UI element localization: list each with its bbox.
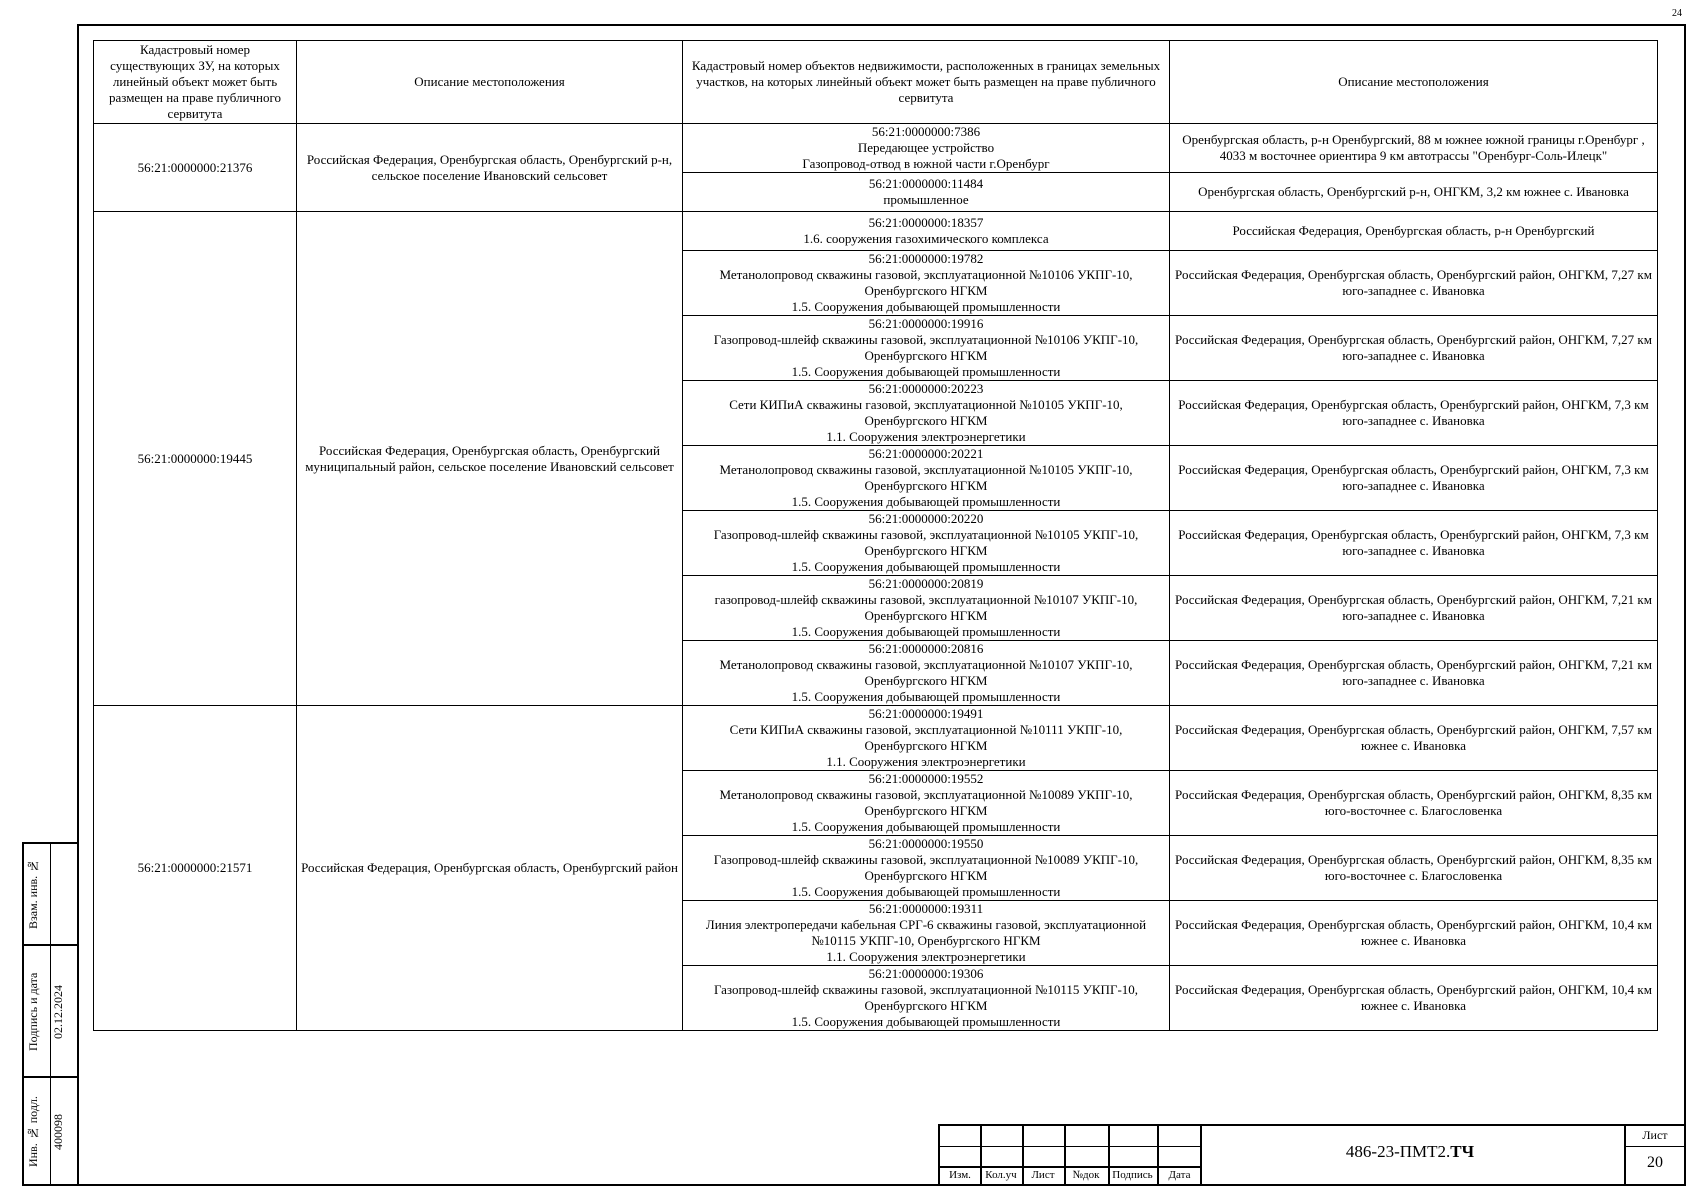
object-name: газопровод-шлейф скважины газовой, эксплуатационной №10107 УКПГ-10, Оренбургского НГКМ xyxy=(714,592,1138,623)
table-row xyxy=(94,706,1658,771)
sheet-label: Лист xyxy=(1642,1128,1668,1142)
object-cell xyxy=(683,771,1170,836)
object-name: Газопровод-шлейф скважины газовой, эксплуатационной №10115 УКПГ-10, Оренбургского НГКМ xyxy=(713,982,1139,1013)
object-name: Метанолопровод скважины газовой, эксплуатационной №10107 УКПГ-10, Оренбургского НГКМ xyxy=(719,657,1133,688)
object-name: Газопровод-шлейф скважины газовой, эксплуатационной №10105 УКПГ-10, Оренбургского НГКМ xyxy=(713,527,1139,558)
object-detail: 1.5. Сооружения добывающей промышленности xyxy=(791,884,1061,899)
object-cadastral: 56:21:0000000:20223 xyxy=(868,381,984,396)
object-cell xyxy=(683,706,1170,771)
object-name: Сети КИПиА скважины газовой, эксплуатационной №10105 УКПГ-10, Оренбургского НГКМ xyxy=(729,397,1123,428)
object-cell xyxy=(683,212,1170,251)
stamp-podpis-label: Подпись и дата xyxy=(26,946,51,1078)
object-cadastral: 56:21:0000000:20221 xyxy=(868,446,984,461)
table-header-row xyxy=(94,41,1658,124)
object-cell xyxy=(683,511,1170,576)
object-location: Российская Федерация, Оренбургская область, Оренбургский район, ОНГКМ, 7,3 км юго-западнее с. Ивановка xyxy=(1170,446,1658,511)
object-cadastral: 56:21:0000000:18357 xyxy=(868,215,984,230)
object-location: Российская Федерация, Оренбургская область, Оренбургский район, ОНГКМ, 8,35 км юго-восточнее с. Благословенка xyxy=(1170,771,1658,836)
object-location: Оренбургская область, Оренбургский р-н, ОНГКМ, 3,2 км южнее с. Ивановка xyxy=(1170,173,1658,212)
col-podpis: Подпись xyxy=(1112,1169,1153,1181)
object-cell xyxy=(683,173,1170,212)
object-cadastral: 56:21:0000000:20816 xyxy=(868,641,984,656)
side-stamp xyxy=(22,842,77,1186)
sheet-value: 20 xyxy=(1647,1154,1663,1171)
object-cadastral: 56:21:0000000:19306 xyxy=(868,966,984,981)
object-cell xyxy=(683,251,1170,316)
object-name: 1.6. сооружения газохимического комплекса xyxy=(803,231,1049,246)
object-location: Российская Федерация, Оренбургская область, Оренбургский район, ОНГКМ, 10,4 км южнее с. Ивановка xyxy=(1170,901,1658,966)
header-object-cadastral: Кадастровый номер объектов недвижимости, расположенных в границах земельных участков, на которых линейный объект может быть размещен на праве публичного сервитута xyxy=(683,41,1170,124)
land-plot-cadastral: 56:21:0000000:21376 xyxy=(94,124,297,212)
object-cadastral: 56:21:0000000:7386 xyxy=(871,124,981,139)
object-detail: 1.5. Сооружения добывающей промышленности xyxy=(791,494,1061,509)
land-plot-location: Российская Федерация, Оренбургская область, Оренбургский муниципальный район, сельское поселение Ивановский сельсовет xyxy=(297,212,683,706)
object-cadastral: 56:21:0000000:11484 xyxy=(868,176,984,191)
object-detail: 1.1. Сооружения электроэнергетики xyxy=(826,949,1026,964)
object-location: Российская Федерация, Оренбургская область, Оренбургский район, ОНГКМ, 7,3 км юго-западнее с. Ивановка xyxy=(1170,511,1658,576)
header-location: Описание местоположения xyxy=(297,41,683,124)
col-kol-uch: Кол.уч xyxy=(985,1169,1017,1181)
object-cell xyxy=(683,316,1170,381)
land-plot-location: Российская Федерация, Оренбургская область, Оренбургский район xyxy=(297,706,683,1031)
object-location: Российская Федерация, Оренбургская область, Оренбургский район, ОНГКМ, 7,27 км юго-западнее с. Ивановка xyxy=(1170,316,1658,381)
object-cell xyxy=(683,901,1170,966)
object-cadastral: 56:21:0000000:19550 xyxy=(868,836,984,851)
object-name: Передающее устройство xyxy=(857,140,995,155)
stamp-podpis-value: 02.12.2024 xyxy=(51,985,65,1039)
object-detail: 1.5. Сооружения добывающей промышленности xyxy=(791,299,1061,314)
object-detail: 1.5. Сооружения добывающей промышленности xyxy=(791,1014,1061,1029)
object-cadastral: 56:21:0000000:20220 xyxy=(868,511,984,526)
stamp-inv-label: Инв. № подл. xyxy=(26,1078,51,1186)
object-name: Газопровод-шлейф скважины газовой, эксплуатационной №10089 УКПГ-10, Оренбургского НГКМ xyxy=(713,852,1139,883)
object-cadastral: 56:21:0000000:19782 xyxy=(868,251,984,266)
object-detail: Газопровод-отвод в южной части г.Оренбург xyxy=(802,156,1050,171)
title-block xyxy=(938,1124,1686,1186)
object-location: Российская Федерация, Оренбургская область, Оренбургский район, ОНГКМ, 8,35 км юго-восточнее с. Благословенка xyxy=(1170,836,1658,901)
object-location: Российская Федерация, Оренбургская область, Оренбургский район, ОНГКМ, 7,21 км юго-западнее с. Ивановка xyxy=(1170,641,1658,706)
stamp-vzam-label: Взам. инв. № xyxy=(26,844,51,944)
object-cell xyxy=(683,966,1170,1031)
header-object-location: Описание местоположения xyxy=(1170,41,1658,124)
object-cell xyxy=(683,641,1170,706)
stamp-inv-value: 400098 xyxy=(51,1114,65,1150)
object-name: Газопровод-шлейф скважины газовой, эксплуатационной №10106 УКПГ-10, Оренбургского НГКМ xyxy=(713,332,1139,363)
col-ndok: №док xyxy=(1072,1169,1100,1181)
object-cell xyxy=(683,381,1170,446)
revision-grid xyxy=(938,1126,1200,1186)
object-detail: 1.1. Сооружения электроэнергетики xyxy=(826,429,1026,444)
object-cadastral: 56:21:0000000:19552 xyxy=(868,771,984,786)
object-name: Метанолопровод скважины газовой, эксплуатационной №10105 УКПГ-10, Оренбургского НГКМ xyxy=(719,462,1133,493)
servitude-table xyxy=(93,40,1658,1031)
object-location: Российская Федерация, Оренбургская область, р-н Оренбургский xyxy=(1170,212,1658,251)
object-location: Российская Федерация, Оренбургская область, Оренбургский район, ОНГКМ, 7,21 км юго-западнее с. Ивановка xyxy=(1170,576,1658,641)
object-cell xyxy=(683,576,1170,641)
object-name: Метанолопровод скважины газовой, эксплуатационной №10089 УКПГ-10, Оренбургского НГКМ xyxy=(719,787,1133,818)
stamp-inv-podl xyxy=(24,1076,77,1186)
stamp-vzam-value xyxy=(51,844,75,944)
object-cadastral: 56:21:0000000:19916 xyxy=(868,316,984,331)
object-detail: 1.5. Сооружения добывающей промышленности xyxy=(791,364,1061,379)
land-plot-cadastral: 56:21:0000000:21571 xyxy=(94,706,297,1031)
object-location: Российская Федерация, Оренбургская область, Оренбургский район, ОНГКМ, 7,3 км юго-западнее с. Ивановка xyxy=(1170,381,1658,446)
object-cell xyxy=(683,124,1170,173)
header-cadastral: Кадастровый номер существующих ЗУ, на которых линейный объект может быть размещен на праве публичного сервитута xyxy=(94,41,297,124)
stamp-vzam-inv xyxy=(24,844,77,944)
object-detail: 1.5. Сооружения добывающей промышленности xyxy=(791,819,1061,834)
object-name: Сети КИПиА скважины газовой, эксплуатационной №10111 УКПГ-10, Оренбургского НГКМ xyxy=(729,722,1123,753)
object-name: Линия электропередачи кабельная СРГ-6 скважины газовой, эксплуатационной №10115 УКПГ-10, Оренбургского НГКМ xyxy=(705,917,1147,948)
object-cadastral: 56:21:0000000:19311 xyxy=(868,901,984,916)
object-location: Оренбургская область, р-н Оренбургский, 88 м южнее южной границы г.Оренбург , 4033 м восточнее ориентира 9 км автотрассы "Оренбург-Соль-Илецк" xyxy=(1170,124,1658,173)
object-cell xyxy=(683,446,1170,511)
object-location: Российская Федерация, Оренбургская область, Оренбургский район, ОНГКМ, 10,4 км южнее с. Ивановка xyxy=(1170,966,1658,1031)
object-cadastral: 56:21:0000000:19491 xyxy=(868,706,984,721)
object-name: Метанолопровод скважины газовой, эксплуатационной №10106 УКПГ-10, Оренбургского НГКМ xyxy=(719,267,1133,298)
object-cell xyxy=(683,836,1170,901)
col-data: Дата xyxy=(1168,1169,1191,1181)
object-detail: 1.5. Сооружения добывающей промышленности xyxy=(791,689,1061,704)
object-detail: 1.5. Сооружения добывающей промышленности xyxy=(791,624,1061,639)
object-name: промышленное xyxy=(883,192,969,207)
object-location: Российская Федерация, Оренбургская область, Оренбургский район, ОНГКМ, 7,57 км южнее с. Ивановка xyxy=(1170,706,1658,771)
col-izm: Изм. xyxy=(949,1169,971,1181)
document-code: 486-23-ПМТ2.ТЧ xyxy=(1345,1142,1475,1161)
object-cadastral: 56:21:0000000:20819 xyxy=(868,576,984,591)
object-location: Российская Федерация, Оренбургская область, Оренбургский район, ОНГКМ, 7,27 км юго-западнее с. Ивановка xyxy=(1170,251,1658,316)
table-row xyxy=(94,212,1658,251)
object-detail: 1.5. Сооружения добывающей промышленности xyxy=(791,559,1061,574)
sheet-number: 24 xyxy=(1672,8,1682,19)
col-list: Лист xyxy=(1031,1169,1055,1181)
land-plot-location: Российская Федерация, Оренбургская область, Оренбургский р-н, сельское поселение Ивановский сельсовет xyxy=(297,124,683,212)
stamp-podpis xyxy=(24,944,77,1078)
table-row xyxy=(94,124,1658,173)
object-detail: 1.1. Сооружения электроэнергетики xyxy=(826,754,1026,769)
land-plot-cadastral: 56:21:0000000:19445 xyxy=(94,212,297,706)
